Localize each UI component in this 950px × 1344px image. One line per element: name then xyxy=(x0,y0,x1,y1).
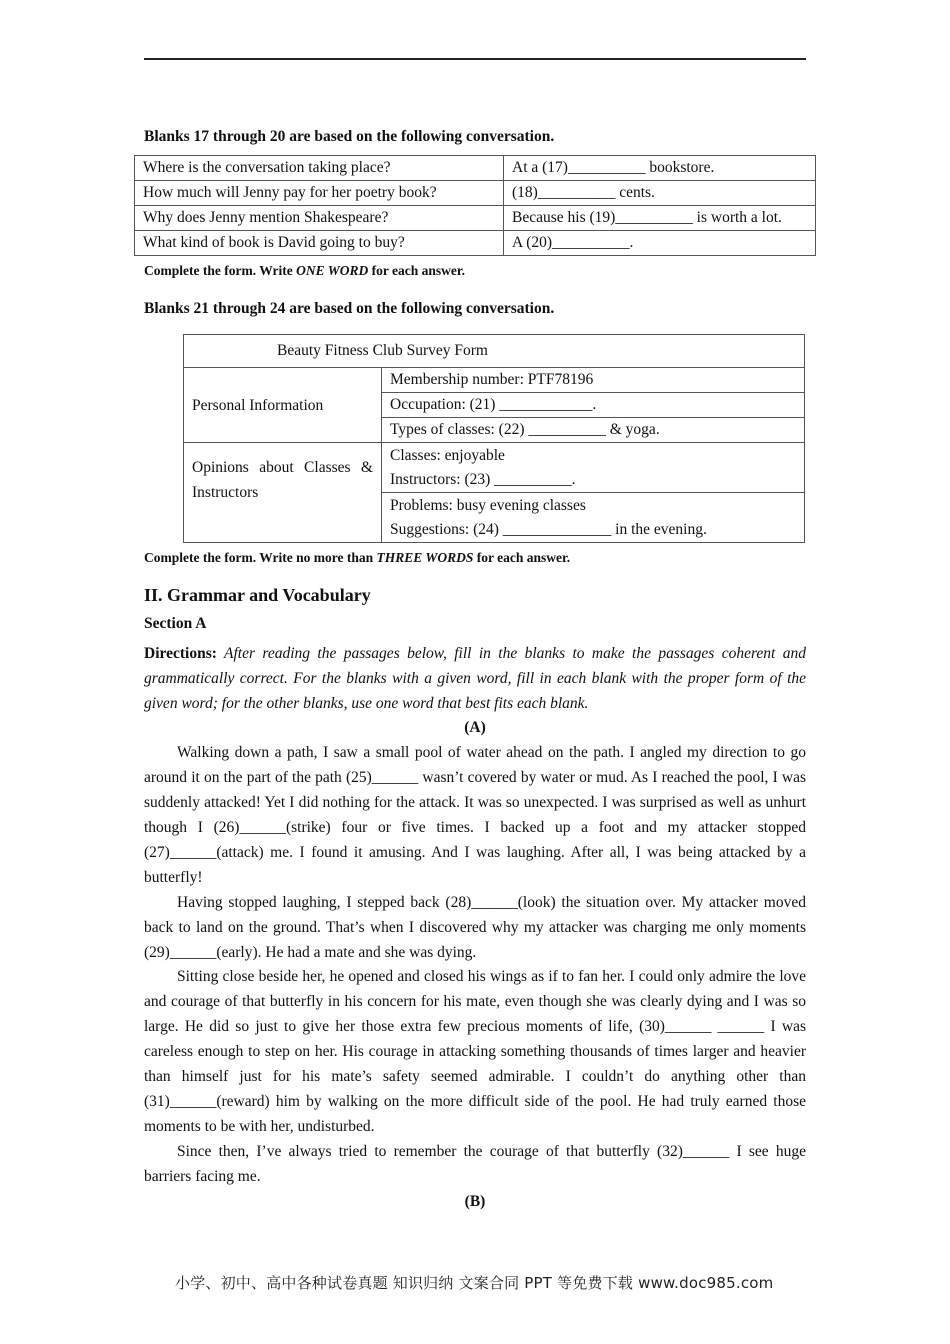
personal-info-label: Personal Information xyxy=(184,368,382,443)
problems-line: Problems: busy evening classes xyxy=(390,496,586,514)
answer-cell: A (20)__________. xyxy=(504,231,816,256)
occupation-cell: Occupation: (21) ____________. xyxy=(382,393,805,418)
part1-heading: Blanks 17 through 20 are based on the following conversation. xyxy=(144,128,555,145)
passage-a-paragraph-1: Walking down a path, I saw a small pool of water ahead on the path. I angled my direction to go around it on the part of the path (25)______ wasn’t covered by water or mud. As I reached the pool, I was suddenly attacked! Yet I did nothing for the attack. It was so unexpected. I was surprised as well as unhurt though I (26)______(strike) four or five times. I backed up a foot and my attacker stopped (27)______(attack) me. I found it amusing. And I was laughing. After all, I was being attacked by a butterfly! xyxy=(144,744,806,886)
section-subtitle: Section A xyxy=(144,615,207,632)
directions-label: Directions: xyxy=(144,645,217,662)
part2-instruction xyxy=(144,550,570,566)
table-row xyxy=(135,156,816,181)
passage-a-paragraph-3: Sitting close beside her, he opened and closed his wings as if to fan her. I could only admire the love and courage of that butterfly in his concern for his mate, even though she was clearly dying and I was so large. He did so just to give her those extra few precious moments of life, (30)______ ______ I was careless enough to step on her. His courage in attacking something thousands of times larger and heavier than himself just for his mate’s safety seemed admirable. I couldn’t do anything other than (31)______(reward) him by walking on the more difficult side of the pool. He had truly earned those moments to be with her, undisturbed. xyxy=(144,968,806,1135)
answer-cell: At a (17)__________ bookstore. xyxy=(504,156,816,181)
survey-form-table xyxy=(183,334,805,543)
instructors-line: Instructors: (23) __________. xyxy=(390,470,576,488)
instruction-text: for each answer. xyxy=(368,263,465,278)
part2-heading: Blanks 21 through 24 are based on the following conversation. xyxy=(144,300,555,317)
question-cell: Why does Jenny mention Shakespeare? xyxy=(135,206,504,231)
footer-watermark: 小学、初中、高中各种试卷真题 知识归纳 文案合同 PPT 等免费下载 www.doc985.com xyxy=(175,1274,774,1292)
directions-text: After reading the passages below, fill in the blanks to make the passages coherent and grammatically correct. For the blanks with a given word, fill in each blank with the proper form of the given word; for the other blanks, use one word that best fits each blank. xyxy=(144,645,806,712)
passage-a-paragraph-4: Since then, I’ve always tried to remember the courage of that butterfly (32)______ I see huge barriers facing me. xyxy=(144,1143,806,1185)
classes-line: Classes: enjoyable xyxy=(390,446,505,464)
answer-cell: Because his (19)__________ is worth a lot. xyxy=(504,206,816,231)
instruction-text: Complete the form. Write xyxy=(144,263,297,278)
question-cell: What kind of book is David going to buy? xyxy=(135,231,504,256)
classes-instructors-cell xyxy=(382,443,805,493)
header-rule xyxy=(144,58,806,60)
table-row xyxy=(184,335,805,368)
question-cell: Where is the conversation taking place? xyxy=(135,156,504,181)
suggestions-line: Suggestions: (24) ______________ in the evening. xyxy=(390,520,707,538)
passage-a-paragraph-2: Having stopped laughing, I stepped back (28)______(look) the situation over. My attacker moved back to land on the ground. That’s when I discovered why my attacker was charging me only moments (29)______(early). He had a mate and she was dying. xyxy=(144,894,806,961)
membership-number-cell: Membership number: PTF78196 xyxy=(382,368,805,393)
table-row xyxy=(184,368,805,393)
opinions-label: Opinions about Classes & Instructors xyxy=(184,443,382,543)
instruction-emphasis: THREE WORDS xyxy=(376,550,474,565)
table-row xyxy=(135,231,816,256)
table-row xyxy=(184,443,805,493)
problems-suggestions-cell xyxy=(382,493,805,543)
section-title: II. Grammar and Vocabulary xyxy=(144,585,371,605)
answer-cell: (18)__________ cents. xyxy=(504,181,816,206)
passage-a-label: (A) xyxy=(464,719,486,736)
instruction-text: for each answer. xyxy=(473,550,571,565)
form-title: Beauty Fitness Club Survey Form xyxy=(184,335,805,368)
instruction-emphasis: ONE WORD xyxy=(296,263,369,278)
passage-b-label: (B) xyxy=(464,1193,486,1210)
conversation-table-17-20 xyxy=(134,155,816,256)
instruction-text: Complete the form. Write no more than xyxy=(144,550,377,565)
question-cell: How much will Jenny pay for her poetry book? xyxy=(135,181,504,206)
directions xyxy=(144,641,806,716)
table-row xyxy=(135,206,816,231)
table-row xyxy=(135,181,816,206)
part1-instruction xyxy=(144,263,465,279)
class-types-cell: Types of classes: (22) __________ & yoga. xyxy=(382,418,805,443)
